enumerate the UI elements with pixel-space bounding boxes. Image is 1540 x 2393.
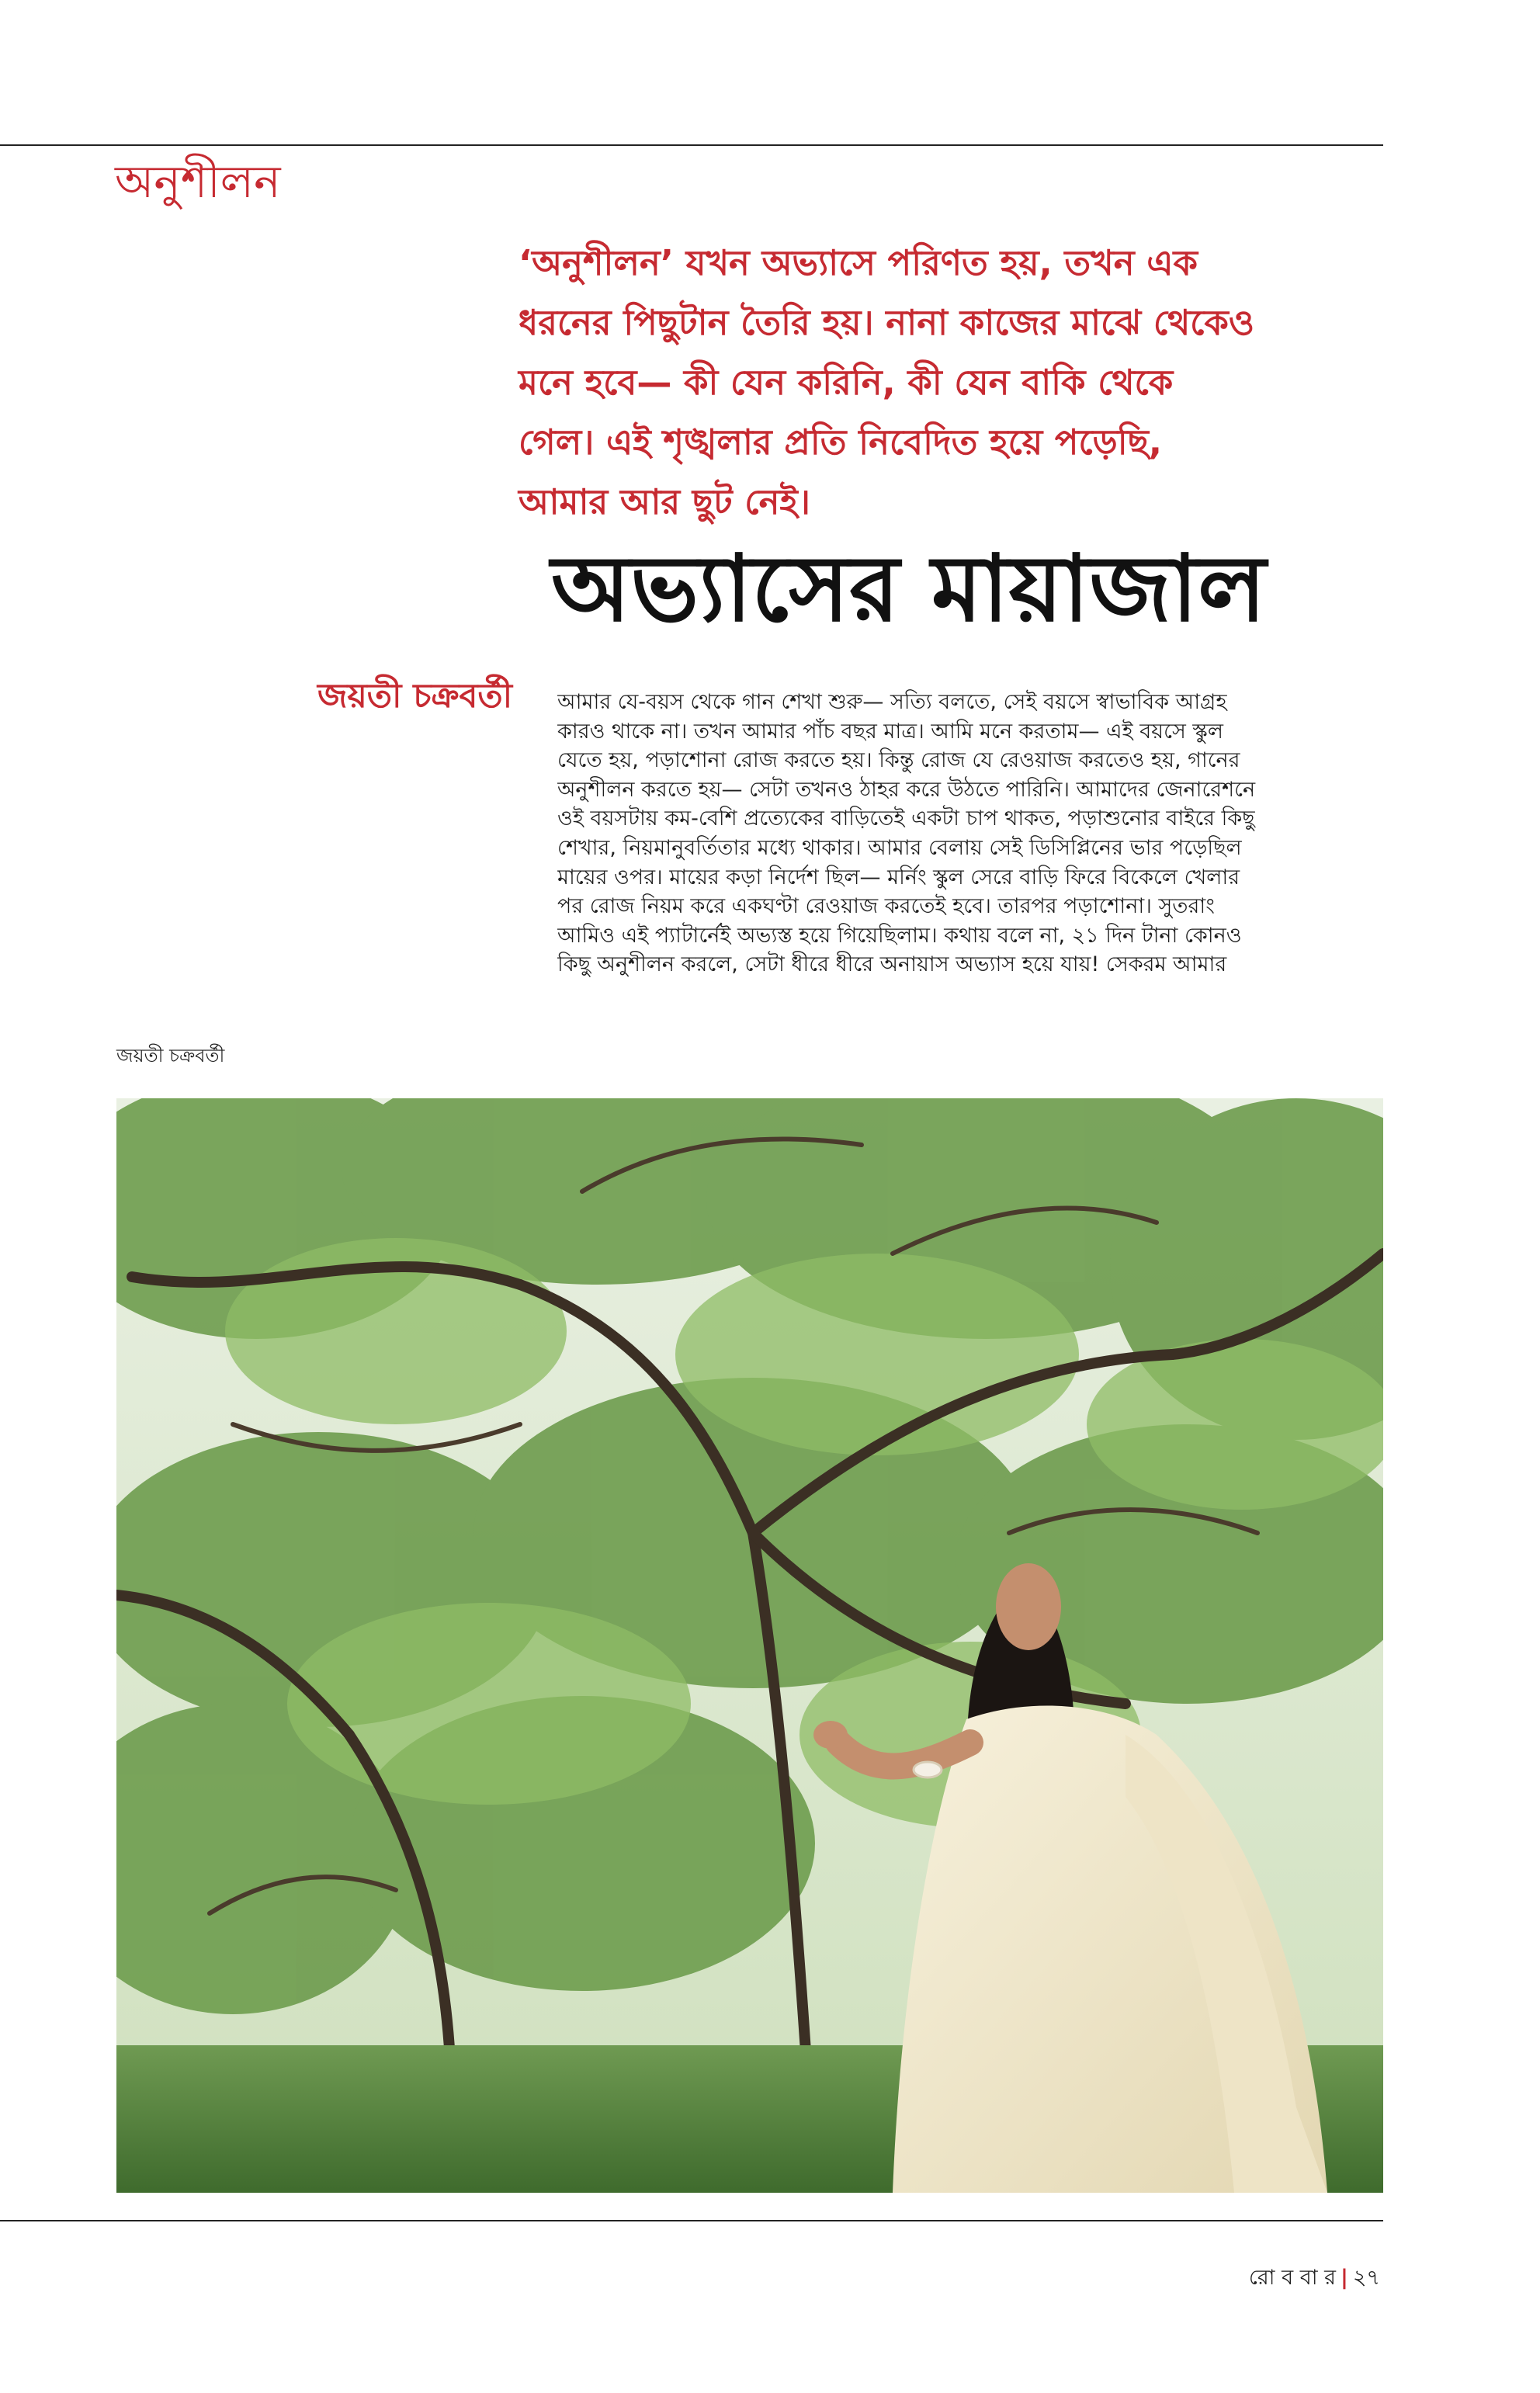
body-line: কারও থাকে না। তখন আমার পাঁচ বছর মাত্র। আমি মনে করতাম— এই বয়সে স্কুল (557, 719, 1223, 744)
pull-quote (519, 233, 1380, 532)
body-line: অনুশীলন করতে হয়— সেটা তখনও ঠাহর করে উঠতে পারিনি। আমাদের জেনারেশনে (557, 777, 1256, 802)
pull-quote-line: আমার আর ছুট নেই। (519, 481, 810, 522)
pull-quote-line: ধরনের পিছুটান তৈরি হয়। নানা কাজের মাঝে থেকেও (519, 302, 1254, 343)
body-line: মায়ের ওপর। মায়ের কড়া নির্দেশ ছিল— মর্নিং স্কুল সেরে বাড়ি ফিরে বিকেলে খেলার (557, 865, 1240, 890)
pull-quote-line: ‘অনুশীলন’ যখন অভ্যাসে পরিণত হয়, তখন এক (519, 242, 1198, 283)
folio-separator: | (1341, 2266, 1348, 2290)
body-line: ওই বয়সটায় কম-বেশি প্রত্যেকের বাড়িতেই একটা চাপ থাকত, পড়াশুনোর বাইরে কিছু (557, 806, 1255, 831)
body-line: শেখার, নিয়মানুবর্তিতার মধ্যে থাকার। আমার বেলায় সেই ডিসিপ্লিনের ভার পড়েছিল (557, 835, 1242, 860)
article-headline: অভ্যাসের মায়াজাল (551, 534, 1267, 642)
pull-quote-line: মনে হবে— কী যেন করিনি, কী যেন বাকি থেকে (519, 362, 1174, 403)
body-line: আমিও এই প্যাটার্নেই অভ্যস্ত হয়ে গিয়েছিলাম। কথায় বলে না, ২১ দিন টানা কোনও (557, 923, 1242, 948)
bottom-rule (0, 2220, 1383, 2221)
magazine-name: রো ব বা র (1248, 2266, 1336, 2290)
article-body (557, 688, 1383, 980)
page-number: ২৭ (1352, 2266, 1380, 2290)
photo-caption: জয়তী চক্রবর্তী (116, 1045, 225, 1066)
page-folio (1249, 2262, 1380, 2297)
body-line: পর রোজ নিয়ম করে একঘণ্টা রেওয়াজ করতেই হবে। তারপর পড়াশোনা। সুতরাং (557, 894, 1215, 919)
body-line: যেতে হয়, পড়াশোনা রোজ করতে হয়। কিন্তু রোজ যে রেওয়াজ করতেও হয়, গানের (557, 748, 1240, 773)
pull-quote-line: গেল। এই শৃঙ্খলার প্রতি নিবেদিত হয়ে পড়েছি, (519, 421, 1162, 463)
body-line: আমার যে-বয়স থেকে গান শেখা শুরু— সত্যি বলতে, সেই বয়সে স্বাভাবিক আগ্রহ (557, 690, 1227, 714)
article-photo (116, 1098, 1383, 2193)
author-byline: জয়তী চক্রবর্তী (317, 677, 512, 716)
section-label: অনুশীলন (115, 155, 281, 208)
top-rule (0, 144, 1383, 146)
body-line: কিছু অনুশীলন করলে, সেটা ধীরে ধীরে অনায়াস অভ্যাস হয়ে যায়! সেকরম আমার (557, 952, 1227, 977)
